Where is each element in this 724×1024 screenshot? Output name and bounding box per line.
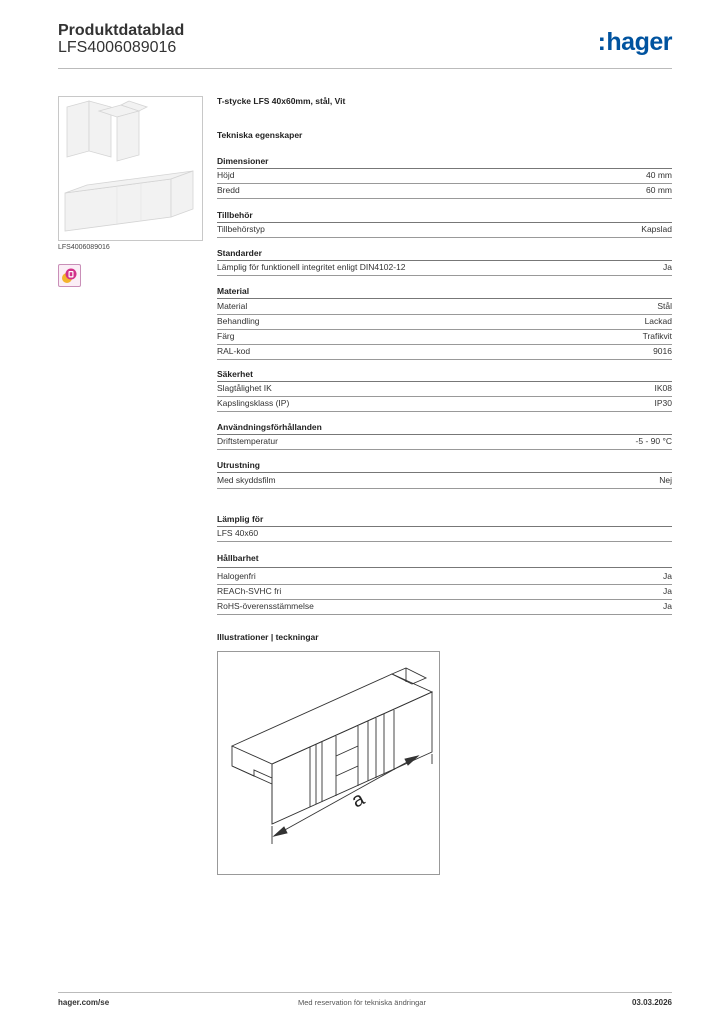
- sustainability-badge-icon[interactable]: [58, 264, 81, 287]
- page-title: Produktdatablad: [58, 22, 185, 39]
- section-title-anvandningsforhallanden: Användningsförhållanden: [217, 422, 322, 432]
- section-divider: [217, 472, 672, 473]
- section-divider: [217, 298, 672, 299]
- section-title-hallbarhet: Hållbarhet: [217, 553, 259, 563]
- spec-row: [217, 570, 672, 585]
- spec-value: Ja: [663, 601, 672, 611]
- section-title-material: Material: [217, 286, 250, 296]
- spec-value: Nej: [659, 475, 672, 485]
- spec-row: [217, 600, 672, 615]
- spec-label: Halogenfri: [217, 571, 256, 581]
- footer-divider: [58, 992, 672, 993]
- spec-row: [217, 435, 672, 450]
- technical-properties-heading: Tekniska egenskaper: [217, 130, 303, 140]
- spec-value: Ja: [663, 586, 672, 596]
- spec-row: [217, 184, 672, 199]
- spec-value: 60 mm: [646, 185, 672, 195]
- section-title-sakerhet: Säkerhet: [217, 369, 253, 379]
- spec-label: Kapslingsklass (IP): [217, 398, 290, 408]
- spec-label: REACh-SVHC fri: [217, 586, 282, 596]
- spec-value: Stål: [657, 301, 672, 311]
- spec-row: [217, 169, 672, 184]
- spec-value: Kapslad: [641, 224, 672, 234]
- technical-drawing: [217, 651, 440, 875]
- product-photo-image: [59, 97, 202, 240]
- spec-row: [217, 261, 672, 276]
- brand-logo: [598, 28, 672, 57]
- dimension-label-a: a: [348, 787, 369, 813]
- spec-label: Driftstemperatur: [217, 436, 278, 446]
- spec-label: Bredd: [217, 185, 240, 195]
- section-title-standarder: Standarder: [217, 248, 262, 258]
- spec-label: Slagtålighet IK: [217, 383, 272, 393]
- spec-value: 9016: [653, 346, 672, 356]
- section-title-utrustning: Utrustning: [217, 460, 260, 470]
- spec-label: Material: [217, 301, 248, 311]
- spec-value: Ja: [663, 262, 672, 272]
- spec-row: [217, 330, 672, 345]
- spec-value: IP30: [654, 398, 672, 408]
- spec-value: -5 - 90 °C: [635, 436, 672, 446]
- spec-row: [217, 397, 672, 412]
- spec-label: Färg: [217, 331, 235, 341]
- spec-row: [217, 315, 672, 330]
- spec-value: Ja: [663, 571, 672, 581]
- spec-label: RoHS-överensstämmelse: [217, 601, 314, 611]
- spec-value: IK08: [654, 383, 672, 393]
- section-title-dimensioner: Dimensioner: [217, 156, 269, 166]
- logo-text: hager: [606, 28, 672, 56]
- spec-label: Behandling: [217, 316, 260, 326]
- spec-row: [217, 585, 672, 600]
- section-title-tillbehor: Tillbehör: [217, 210, 253, 220]
- spec-label: Med skyddsfilm: [217, 475, 276, 485]
- spec-label: RAL-kod: [217, 346, 251, 356]
- footer-website-link[interactable]: hager.com/se: [58, 998, 110, 1007]
- illustrations-heading: Illustrationer | teckningar: [217, 632, 319, 642]
- badge-graphic: [59, 265, 80, 286]
- product-name: T-stycke LFS 40x60mm, stål, Vit: [217, 96, 346, 106]
- footer-date: 03.03.2026: [631, 998, 672, 1007]
- spec-label: Lämplig för funktionell integritet enligt DIN4102-12: [217, 262, 406, 272]
- spec-value: 40 mm: [646, 170, 672, 180]
- spec-label: LFS 40x60: [217, 528, 259, 538]
- spec-row: [217, 300, 672, 315]
- spec-row: [217, 527, 672, 542]
- spec-row: [217, 223, 672, 238]
- section-divider: [217, 567, 672, 568]
- header-divider: [58, 68, 672, 69]
- spec-row: [217, 382, 672, 397]
- photo-caption: LFS4006089016: [58, 244, 110, 251]
- spec-row: [217, 345, 672, 360]
- spec-value: Trafikvit: [642, 331, 672, 341]
- section-title-lamplig-for: Lämplig för: [217, 514, 264, 524]
- spec-label: Tillbehörstyp: [217, 224, 265, 234]
- spec-label: Höjd: [217, 170, 235, 180]
- logo-colon-icon: :: [597, 28, 606, 56]
- spec-row: [217, 474, 672, 489]
- document-id: LFS4006089016: [58, 39, 177, 56]
- footer-disclaimer: Med reservation för tekniska ändringar: [298, 998, 426, 1007]
- technical-drawing-svg: [218, 652, 439, 874]
- product-photo: [58, 96, 203, 241]
- spec-value: Lackad: [644, 316, 672, 326]
